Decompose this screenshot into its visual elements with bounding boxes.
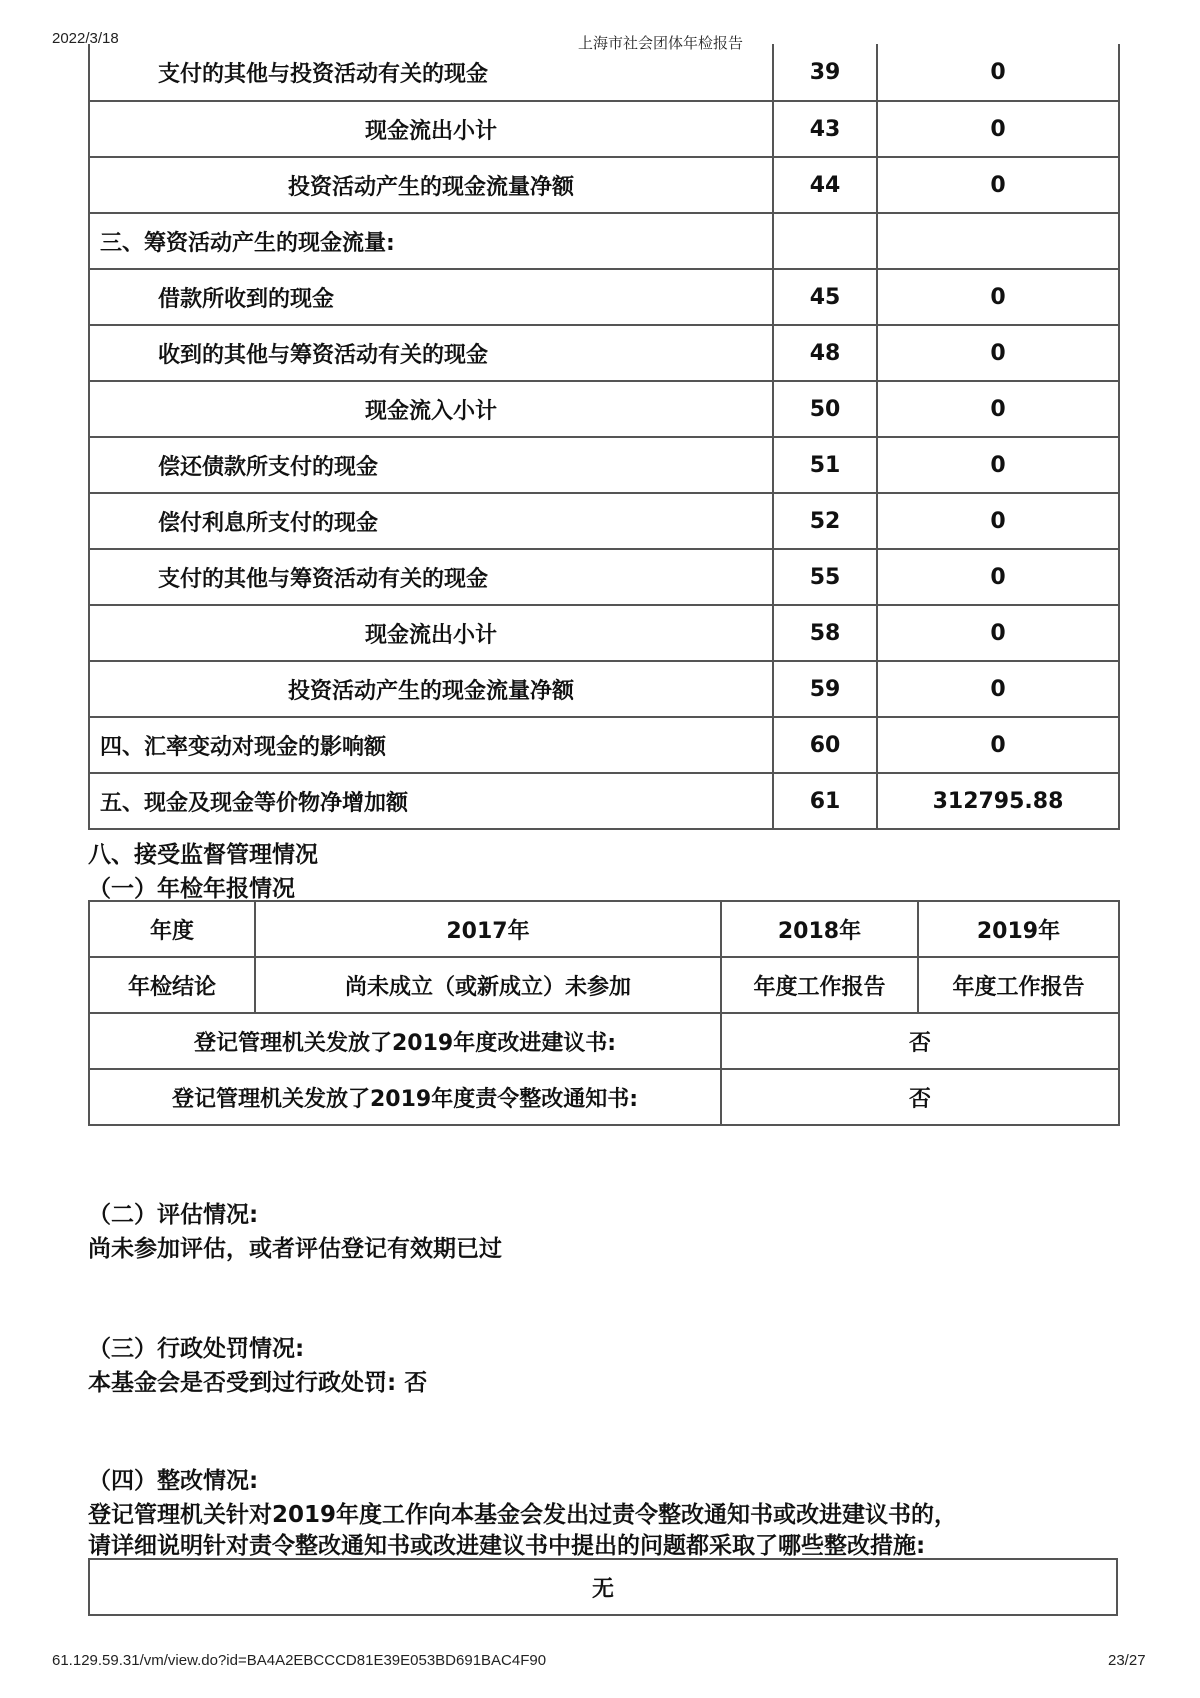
row-line-number: 59 bbox=[773, 661, 877, 717]
improvement-question: 登记管理机关发放了2019年度改进建议书: bbox=[89, 1013, 721, 1069]
row-value: 0 bbox=[877, 325, 1119, 381]
table-row bbox=[89, 1069, 1119, 1125]
rectification-answer: 否 bbox=[721, 1069, 1119, 1125]
row-value: 0 bbox=[877, 157, 1119, 213]
row-label: 偿付利息所支付的现金 bbox=[89, 493, 773, 549]
table-row bbox=[89, 773, 1119, 829]
row-label: 现金流入小计 bbox=[89, 381, 773, 437]
row-line-number: 60 bbox=[773, 717, 877, 773]
row-line-number: 43 bbox=[773, 101, 877, 157]
row-value: 0 bbox=[877, 269, 1119, 325]
result-2018: 年度工作报告 bbox=[721, 957, 918, 1013]
year-2019: 2019年 bbox=[918, 901, 1119, 957]
print-date: 2022/3/18 bbox=[52, 30, 119, 47]
result-header: 年检结论 bbox=[89, 957, 255, 1013]
subsection-penalty-title: （三）行政处罚情况: bbox=[88, 1336, 305, 1362]
table-row bbox=[89, 605, 1119, 661]
row-value: 0 bbox=[877, 549, 1119, 605]
table-row bbox=[89, 549, 1119, 605]
table-row bbox=[89, 157, 1119, 213]
table-row bbox=[89, 957, 1119, 1013]
row-value: 0 bbox=[877, 44, 1119, 101]
table-row bbox=[89, 437, 1119, 493]
improvement-answer: 否 bbox=[721, 1013, 1119, 1069]
row-value: 0 bbox=[877, 493, 1119, 549]
subsection-rectification-title: （四）整改情况: bbox=[88, 1468, 259, 1494]
table-row bbox=[89, 213, 1119, 269]
result-2017: 尚未成立（或新成立）未参加 bbox=[255, 957, 721, 1013]
row-label: 现金流出小计 bbox=[89, 101, 773, 157]
row-label: 三、筹资活动产生的现金流量: bbox=[89, 213, 773, 269]
row-line-number bbox=[773, 213, 877, 269]
row-line-number: 51 bbox=[773, 437, 877, 493]
annual-inspection-table bbox=[88, 900, 1120, 1126]
row-line-number: 52 bbox=[773, 493, 877, 549]
year-2018: 2018年 bbox=[721, 901, 918, 957]
rectification-measures: 无 bbox=[89, 1559, 1117, 1615]
section-8-title: 八、接受监督管理情况 bbox=[88, 842, 318, 868]
table-row bbox=[89, 1559, 1117, 1615]
row-line-number: 50 bbox=[773, 381, 877, 437]
subsection-annual-title: （一）年检年报情况 bbox=[88, 876, 295, 902]
table-row bbox=[89, 717, 1119, 773]
row-label: 支付的其他与筹资活动有关的现金 bbox=[89, 549, 773, 605]
table-row bbox=[89, 493, 1119, 549]
row-line-number: 61 bbox=[773, 773, 877, 829]
page-number: 23/27 bbox=[1108, 1652, 1146, 1669]
cash-flow-table bbox=[88, 44, 1120, 830]
rectification-question: 登记管理机关发放了2019年度责令整改通知书: bbox=[89, 1069, 721, 1125]
row-label: 投资活动产生的现金流量净额 bbox=[89, 661, 773, 717]
rectification-text-line2: 请详细说明针对责令整改通知书或改进建议书中提出的问题都采取了哪些整改措施: bbox=[88, 1533, 926, 1559]
table-row bbox=[89, 381, 1119, 437]
table-row bbox=[89, 269, 1119, 325]
year-2017: 2017年 bbox=[255, 901, 721, 957]
table-row bbox=[89, 901, 1119, 957]
row-value: 0 bbox=[877, 437, 1119, 493]
table-row bbox=[89, 661, 1119, 717]
table-row bbox=[89, 44, 1119, 101]
footer-url: 61.129.59.31/vm/view.do?id=BA4A2EBCCCD81E39E053BD691BAC4F90 bbox=[52, 1652, 547, 1669]
rectification-text-line1: 登记管理机关针对2019年度工作向本基金会发出过责令整改通知书或改进建议书的， bbox=[88, 1502, 958, 1528]
row-value: 0 bbox=[877, 717, 1119, 773]
row-label: 现金流出小计 bbox=[89, 605, 773, 661]
row-line-number: 39 bbox=[773, 44, 877, 101]
row-line-number: 44 bbox=[773, 157, 877, 213]
row-label: 收到的其他与筹资活动有关的现金 bbox=[89, 325, 773, 381]
document-title: 上海市社会团体年检报告 bbox=[578, 35, 744, 52]
row-value: 0 bbox=[877, 101, 1119, 157]
row-line-number: 55 bbox=[773, 549, 877, 605]
row-value: 0 bbox=[877, 661, 1119, 717]
row-value: 0 bbox=[877, 381, 1119, 437]
row-label: 支付的其他与投资活动有关的现金 bbox=[89, 44, 773, 101]
table-row bbox=[89, 1013, 1119, 1069]
evaluation-text: 尚未参加评估，或者评估登记有效期已过 bbox=[88, 1236, 502, 1262]
row-label: 借款所收到的现金 bbox=[89, 269, 773, 325]
penalty-text: 本基金会是否受到过行政处罚: 否 bbox=[88, 1370, 428, 1396]
row-line-number: 45 bbox=[773, 269, 877, 325]
row-label: 投资活动产生的现金流量净额 bbox=[89, 157, 773, 213]
table-row bbox=[89, 325, 1119, 381]
result-2019: 年度工作报告 bbox=[918, 957, 1119, 1013]
subsection-evaluation-title: （二）评估情况: bbox=[88, 1202, 259, 1228]
row-label: 偿还债款所支付的现金 bbox=[89, 437, 773, 493]
row-line-number: 58 bbox=[773, 605, 877, 661]
rectification-answer-table bbox=[88, 1558, 1118, 1616]
row-value bbox=[877, 213, 1119, 269]
row-value: 312795.88 bbox=[877, 773, 1119, 829]
row-label: 五、现金及现金等价物净增加额 bbox=[89, 773, 773, 829]
row-label: 四、汇率变动对现金的影响额 bbox=[89, 717, 773, 773]
row-value: 0 bbox=[877, 605, 1119, 661]
year-header: 年度 bbox=[89, 901, 255, 957]
table-row bbox=[89, 101, 1119, 157]
row-line-number: 48 bbox=[773, 325, 877, 381]
